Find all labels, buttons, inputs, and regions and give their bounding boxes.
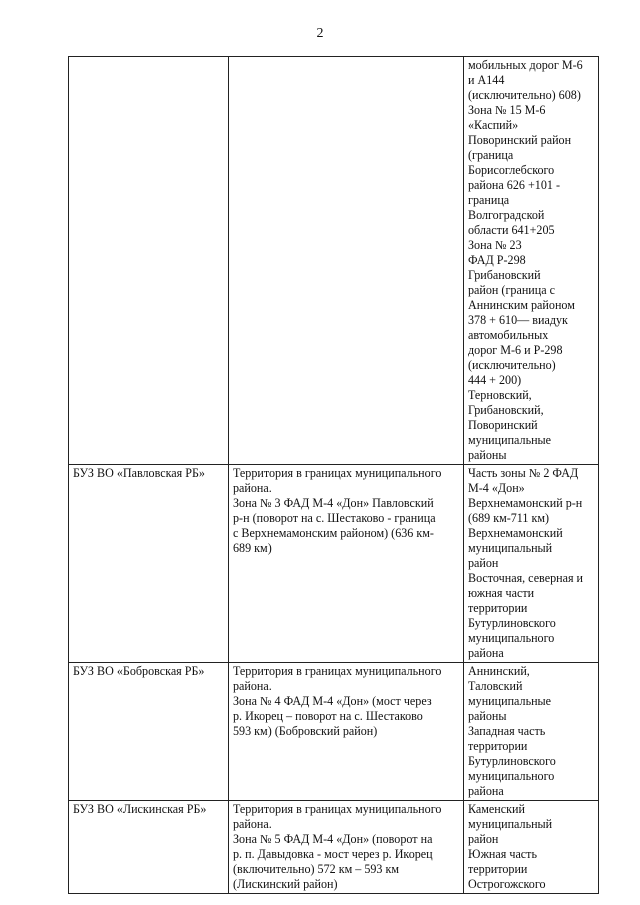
institution-cell [69,57,229,465]
zone-line: Терновский, [468,388,532,402]
territory-cell [229,57,464,465]
zones-cell [464,663,599,801]
zone-line: Волгоградской [468,208,545,222]
page-number: 2 [316,26,324,41]
zone-line: муниципальный [468,817,553,831]
zone-line: Аннинским районом [468,298,575,312]
zone-line: Южная часть [468,847,537,861]
document-table [68,56,599,894]
zone-line: ФАД Р-298 [468,253,526,267]
territory-line: Территория в границах муниципального [233,802,442,816]
zone-line: (граница [468,148,514,162]
table-body [69,57,599,894]
zone-line: территории [468,862,528,876]
territory-line: 689 км) [233,541,272,555]
zone-line: Верхнемамонский [468,526,563,540]
zone-line: Зона № 23 [468,238,522,252]
zone-line: Грибановский, [468,403,544,417]
institution-cell [69,465,229,663]
zone-line: район [468,556,499,570]
zone-line: «Каспий» [468,118,519,132]
territory-line: р-н (поворот на с. Шестаково - граница [233,511,436,525]
territory-line: р. Икорец – поворот на с. Шестаково [233,709,423,723]
territory-cell [229,663,464,801]
zone-line: дорог М-6 и Р-298 [468,343,563,357]
zone-line: 444 + 200) [468,373,522,387]
territory-line: района. [233,817,272,831]
institution-name: БУЗ ВО «Бобровская РБ» [73,664,205,678]
institution-cell [69,663,229,801]
zone-line: муниципального [468,631,555,645]
zone-line: района 626 +101 - [468,178,560,192]
territory-line: Территория в границах муниципального [233,664,442,678]
territory-line: Зона № 4 ФАД М-4 «Дон» (мост через [233,694,432,708]
zone-line: Таловский [468,679,523,693]
zone-line: муниципальный [468,541,553,555]
zone-line: районы [468,448,507,462]
territory-line: района. [233,679,272,693]
institution-name: БУЗ ВО «Павловская РБ» [73,466,205,480]
institution-cell [69,801,229,894]
zones-cell [464,465,599,663]
zone-line: территории [468,601,528,615]
territory-cell [229,801,464,894]
zone-line: 378 + 610— виадук [468,313,568,327]
table-row [69,57,599,465]
table-row [69,801,599,894]
zone-line: Острогожского [468,877,546,891]
zone-line: Бутурлиновского [468,754,556,768]
zone-line: муниципальные [468,694,552,708]
territory-line: (включительно) 572 км – 593 км [233,862,400,876]
zone-line: муниципальные [468,433,552,447]
zone-line: района [468,784,504,798]
zone-line: Верхнемамонский р-н [468,496,583,510]
zone-line: территории [468,739,528,753]
zone-line: Восточная, северная и [468,571,584,585]
zone-line: (исключительно) 608) [468,88,581,102]
zone-line: Зона № 15 М-6 [468,103,546,117]
territory-line: Зона № 5 ФАД М-4 «Дон» (поворот на [233,832,433,846]
zone-line: мобильных дорог М-6 [468,58,583,72]
zone-line: Аннинский, [468,664,530,678]
institution-name: БУЗ ВО «Лискинская РБ» [73,802,207,816]
territory-line: (Лискинский район) [233,877,338,891]
territory-line: района. [233,481,272,495]
zone-line: автомобильных [468,328,549,342]
zone-line: граница [468,193,510,207]
zone-line: (689 км-711 км) [468,511,550,525]
zone-line: район [468,832,499,846]
zone-line: Борисоглебского [468,163,555,177]
zone-line: район (граница с [468,283,556,297]
territory-line: с Верхнемамонским районом) (636 км- [233,526,434,540]
table-row [69,663,599,801]
table-row [69,465,599,663]
zone-line: Поворинский район [468,133,572,147]
zone-line: области 641+205 [468,223,555,237]
zone-line: муниципального [468,769,555,783]
zone-line: Поворинский [468,418,538,432]
zone-line: Каменский [468,802,525,816]
zones-cell [464,57,599,465]
zones-cell [464,801,599,894]
zone-line: Бутурлиновского [468,616,556,630]
zone-line: Часть зоны № 2 ФАД [468,466,579,480]
zone-line: Грибановский [468,268,541,282]
zone-line: М-4 «Дон» [468,481,525,495]
territory-line: 593 км) (Бобровский район) [233,724,378,738]
zone-line: районы [468,709,507,723]
zone-line: (исключительно) [468,358,556,372]
zone-line: района [468,646,504,660]
zone-line: Западная часть [468,724,546,738]
territory-line: Зона № 3 ФАД М-4 «Дон» Павловский [233,496,434,510]
territory-line: р. п. Давыдовка - мост через р. Икорец [233,847,433,861]
territory-line: Территория в границах муниципального [233,466,442,480]
territory-cell [229,465,464,663]
zone-line: южная части [468,586,535,600]
zone-line: и А144 [468,73,505,87]
